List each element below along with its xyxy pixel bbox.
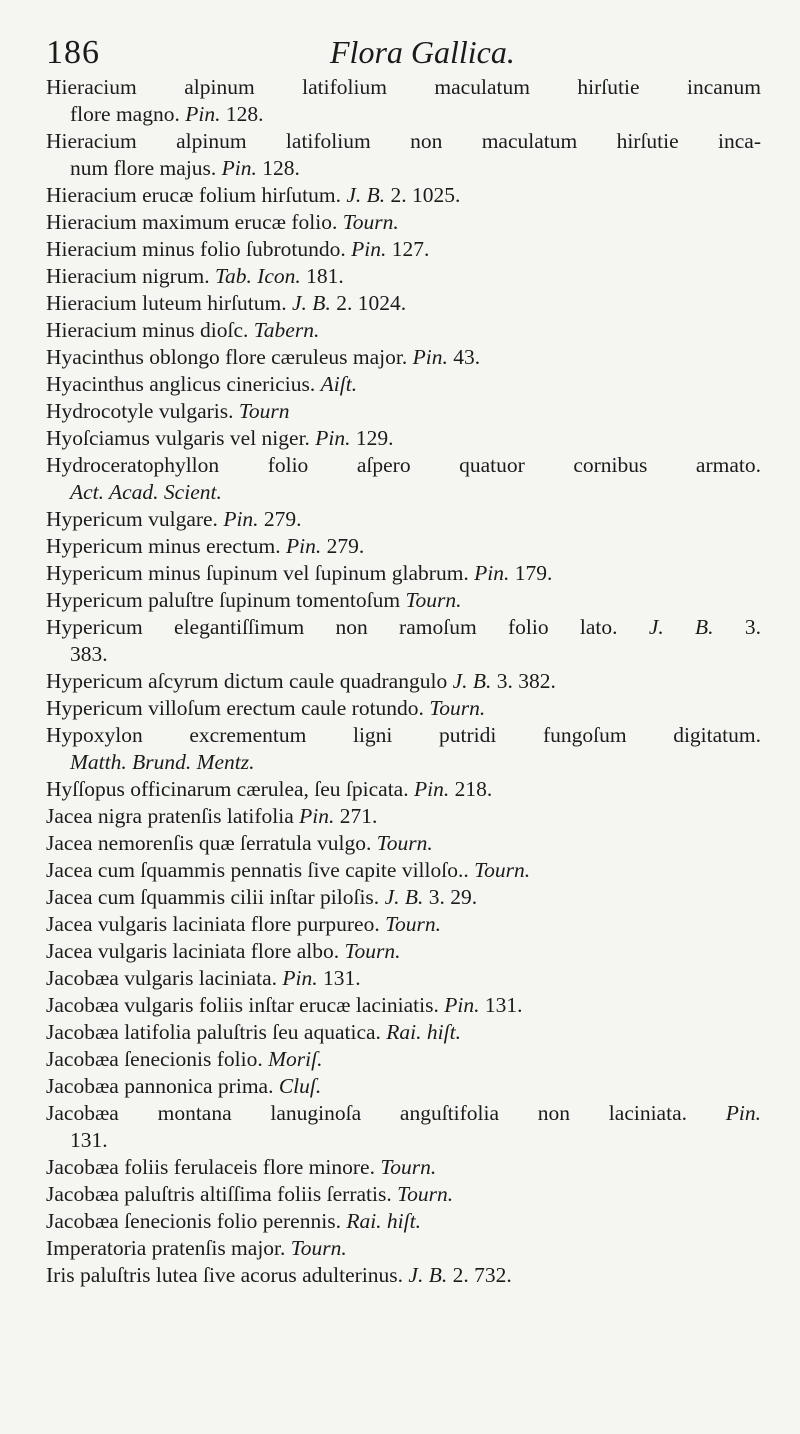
entry-line [46,965,761,992]
entry-line [46,344,761,371]
entry-reference: Pin. [282,966,318,990]
entry-reference: J. B. [384,885,424,909]
entry-line [46,1100,761,1127]
entry-line [46,74,761,101]
entry-reference: J. B. [408,1263,448,1287]
entry-line [46,506,761,533]
entry-reference: Tourn. [474,858,531,882]
entry-page-reference: 128. [262,156,300,180]
entry-name: Hieracium minus folio ſubrotundo. [46,237,346,261]
entry-line [46,290,761,317]
entry-line [46,830,761,857]
entry-name: Jacea cum ſquammis pennatis ſive capite villoſo.. [46,858,469,882]
entry-name: Jacobæa vulgaris laciniata. [46,966,278,990]
entry-name: Jacea cum ſquammis cilii inſtar piloſis. [46,885,380,909]
entry-page-reference: 127. [391,237,430,261]
entry-name: Imperatoria pratenſis major. [46,1236,286,1260]
entry-name: Hypericum paluſtre ſupinum tomentoſum [46,588,401,612]
entry-page-reference: 2. 732. [452,1263,512,1287]
entry-page-reference: 131. [323,966,361,990]
entry-reference: Moriſ. [268,1047,323,1071]
entry-line [46,668,761,695]
entry-name: Hyoſciamus vulgaris vel niger. [46,426,310,450]
entry-reference: Pin. [413,777,450,801]
entry-reference: Pin. [221,156,257,180]
entry-continuation-line [46,155,761,182]
entry-reference: J. B. [346,183,386,207]
entry-reference: J. B. [648,615,714,639]
entry-reference: Pin. [412,345,448,369]
entry-line [46,560,761,587]
entry-name: Jacobæa ſenecionis folio. [46,1047,263,1071]
entry-name: Hyacinthus anglicus cinericius. [46,372,316,396]
entry-page-reference: 279. [263,507,302,531]
entry-name: Jacobæa ſenecionis folio perennis. [46,1209,341,1233]
entry-name: Jacobæa latifolia paluſtris ſeu aquatica. [46,1020,381,1044]
entry-name: 131. [70,1128,108,1152]
entry-line [46,1262,761,1289]
entry-line [46,263,761,290]
entry-reference: Tourn. [385,912,442,936]
entry-reference: J. B. [452,669,492,693]
entry-reference: Cluſ. [278,1074,322,1098]
entry-continuation-line [46,101,761,128]
page-header [46,34,766,74]
entry-reference: Tourn. [344,939,401,963]
entry-reference: Pin. [474,561,510,585]
entry-line [46,587,761,614]
entry-continuation-line [46,749,761,776]
entry-reference: Tourn. [429,696,486,720]
entry-page-reference: 218. [454,777,493,801]
entry-name: Jacea nemorenſis quæ ſerratula vulgo. [46,831,372,855]
entry-reference: Pin. [223,507,259,531]
entry-name: Jacea nigra pratenſis latifolia [46,804,294,828]
entry-name: Jacobæa vulgaris foliis inſtar erucæ laciniatis. [46,993,439,1017]
entry-line [46,1208,761,1235]
entry-reference: Tourn. [290,1236,347,1260]
entry-reference: Matth. Brund. Mentz. [70,750,255,774]
entry-name: Hyſſopus officinarum cærulea, ſeu ſpicata. [46,777,409,801]
entry-continuation-line [46,479,761,506]
entry-page-reference: 181. [306,264,344,288]
entry-line [46,1046,761,1073]
entry-name: Hypericum villoſum erectum caule rotundo. [46,696,424,720]
entry-reference: Tourn. [397,1182,454,1206]
entry-page-reference: 179. [514,561,553,585]
entry-name: Jacobæa foliis ferulaceis flore minore. [46,1155,375,1179]
entry-name: Hieracium minus dioſc. [46,318,249,342]
entry-name: 383. [70,642,108,666]
entry-reference: Rai. hiſt. [346,1209,421,1233]
entry-reference: Aiſt. [320,372,358,396]
entry-line [46,398,761,425]
entry-name: Hypericum elegantiſſimum non ramoſum folio lato. [46,615,618,639]
entry-name: Hypoxylon excrementum ligni putridi fungoſum digitatum. [46,723,761,747]
entry-page-reference: 279. [326,534,365,558]
entry-name: Jacea vulgaris laciniata flore purpureo. [46,912,380,936]
entry-page-reference: 2. 1025. [390,183,461,207]
entry-name: num flore majus. [70,156,217,180]
entry-name: Hieracium luteum hirſutum. [46,291,287,315]
entry-line [46,695,761,722]
entry-page-reference: 3. 29. [428,885,478,909]
entry-name: Jacea vulgaris laciniata flore albo. [46,939,340,963]
entry-line [46,884,761,911]
entry-line [46,317,761,344]
running-title: Flora Gallica. [330,34,515,70]
entry-line [46,1073,761,1100]
entry-reference: Rai. hiſt. [386,1020,461,1044]
entry-reference: Tourn. [342,210,399,234]
entry-name: Hydroceratophyllon folio aſpero quatuor cornibus armato. [46,453,761,477]
entry-reference: Pin. [351,237,387,261]
entry-name: flore magno. [70,102,180,126]
entry-name: Hypericum aſcyrum dictum caule quadrangulo [46,669,448,693]
entry-name: Hieracium erucæ folium hirſutum. [46,183,341,207]
entry-name: Hypericum minus erectum. [46,534,281,558]
entry-line [46,1154,761,1181]
entry-line [46,1181,761,1208]
entry-line [46,857,761,884]
entry-reference: Tourn. [405,588,462,612]
entry-line [46,182,761,209]
entry-name: Iris paluſtris lutea ſive acorus adulterinus. [46,1263,404,1287]
entry-reference: Act. Acad. Scient. [70,480,222,504]
entry-name: Hieracium alpinum latifolium maculatum hirſutie incanum [46,75,761,99]
entry-reference: Tourn. [376,831,433,855]
entry-page-reference: 131. [484,993,523,1017]
entry-line [46,938,761,965]
entry-line [46,776,761,803]
entry-line [46,803,761,830]
entry-line [46,722,761,749]
entry-page-reference: 271. [339,804,378,828]
entry-name: Hypericum vulgare. [46,507,218,531]
entry-continuation-line [46,641,761,668]
entry-reference: Tabern. [253,318,320,342]
entry-reference: Tourn [238,399,290,423]
entry-reference: Pin. [286,534,322,558]
entry-name: Hyacinthus oblongo flore cæruleus major. [46,345,408,369]
entry-page-reference: 3. 382. [496,669,556,693]
entry-reference: Pin. [299,804,335,828]
entry-line [46,371,761,398]
entry-line [46,533,761,560]
entry-line [46,911,761,938]
entry-line [46,425,761,452]
entry-line [46,236,761,263]
entry-name: Jacobæa montana lanuginoſa anguſtifolia non laciniata. [46,1101,687,1125]
entry-reference: Pin. [444,993,480,1017]
entry-reference: Pin. [315,426,351,450]
entry-line [46,452,761,479]
entry-page-reference: 129. [355,426,394,450]
plant-name-list [46,74,761,1289]
entry-name: Jacobæa pannonica prima. [46,1074,274,1098]
entry-continuation-line [46,1127,761,1154]
entry-line [46,1019,761,1046]
entry-page-reference: 43. [453,345,481,369]
entry-name: Hieracium nigrum. [46,264,210,288]
entry-name: Hieracium alpinum latifolium non maculatum hirſutie inca- [46,129,761,153]
entry-line [46,614,761,641]
entry-reference: Pin. [725,1101,761,1125]
entry-reference: Tab. Icon. [214,264,301,288]
entry-line [46,1235,761,1262]
entry-reference: J. B. [292,291,331,315]
entry-line [46,209,761,236]
entry-name: Hieracium maximum erucæ folio. [46,210,338,234]
entry-page-reference: 128. [225,102,264,126]
entry-page-reference: 3. [744,615,761,639]
entry-line [46,128,761,155]
page-number: 186 [46,34,100,71]
entry-name: Hydrocotyle vulgaris. [46,399,234,423]
entry-line [46,992,761,1019]
entry-name: Jacobæa paluſtris altiſſima foliis ſerratis. [46,1182,392,1206]
entry-page-reference: 2. 1024. [336,291,407,315]
entry-name: Hypericum minus ſupinum vel ſupinum glabrum. [46,561,469,585]
entry-reference: Pin. [185,102,221,126]
entry-reference: Tourn. [380,1155,437,1179]
